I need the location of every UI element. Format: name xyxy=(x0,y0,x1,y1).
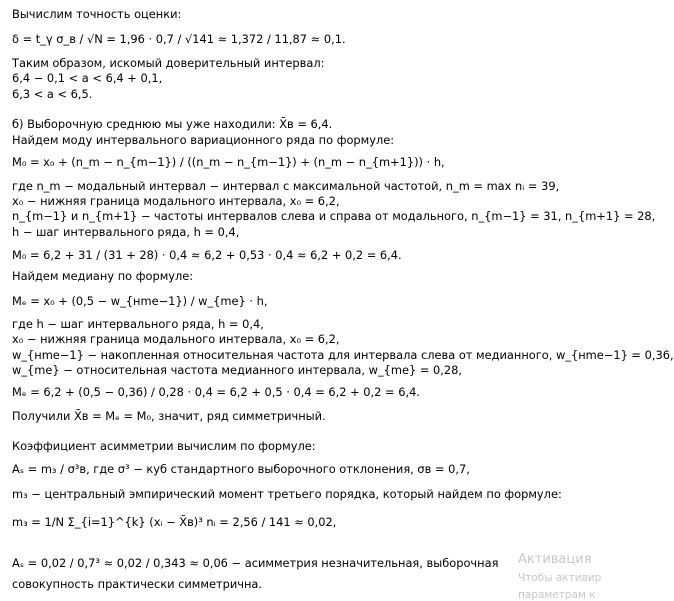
text-line: h − шаг интервального ряда, h = 0,4, xyxy=(12,225,240,239)
activation-watermark-line: параметрам к xyxy=(518,589,596,601)
text-line: Найдем моду интервального вариационного ряда по формуле: xyxy=(12,133,395,147)
text-line: m₃ = 1/N Σ_{i=1}^{k} (xᵢ − X̄в)³ nᵢ = 2,56 / 141 ≈ 0,02, xyxy=(12,515,337,529)
text-line: б) Выборочную среднюю мы уже находили: X̄в = 6,4. xyxy=(12,117,333,131)
text-line: n_{m−1} и n_{m+1} − частоты интервалов слева и справа от модального, n_{m−1} = 31, n_{m+1} = 28, xyxy=(12,209,656,223)
text-line: m₃ − центральный эмпирический момент третьего порядка, который найдем по формуле: xyxy=(12,487,562,501)
text-line: Aₛ = 0,02 / 0,7³ ≈ 0,02 / 0,343 ≈ 0,06 − асимметрия незначительная, выборочная xyxy=(12,556,499,570)
text-line: x₀ − нижняя граница модального интервала, x₀ = 6,2, xyxy=(12,332,340,346)
text-line: Найдем медиану по формуле: xyxy=(12,269,194,283)
text-line: w_{нme−1} − накопленная относительная частота для интервала слева от медианного, w_{нme−1} = 0,36, xyxy=(12,348,674,362)
text-line: δ = t_γ σ_в / √N = 1,96 · 0,7 / √141 ≈ 1,372 / 11,87 ≈ 0,1. xyxy=(12,32,346,46)
text-line: 6,4 − 0,1 < a < 6,4 + 0,1, xyxy=(12,71,163,85)
text-line: x₀ − нижняя граница модального интервала, x₀ = 6,2, xyxy=(12,194,340,208)
text-line: Получили X̄в = Mₑ = M₀, значит, ряд симметричный. xyxy=(12,409,326,423)
text-line: Aₛ = m₃ / σ³в, где σ³ − куб стандартного выборочного отклонения, σв = 0,7, xyxy=(12,462,470,476)
text-line: где n_m − модальный интервал − интервал с максимальной частотой, n_m = max nᵢ = 39, xyxy=(12,179,560,193)
text-line: где h − шаг интервального ряда, h = 0,4, xyxy=(12,317,264,331)
text-line: M₀ = x₀ + (n_m − n_{m−1}) / ((n_m − n_{m−1}) + (n_m − n_{m+1})) · h, xyxy=(12,155,445,169)
text-line: Коэффициент асимметрии вычислим по формуле: xyxy=(12,439,316,453)
text-line: Таким образом, искомый доверительный интервал: xyxy=(12,56,325,70)
text-line: совокупность практически симметрична. xyxy=(12,577,263,591)
text-line: Вычислим точность оценки: xyxy=(12,7,182,21)
text-line: Mₑ = 6,2 + (0,5 − 0,36) / 0,28 · 0,4 = 6,2 + 0,5 · 0,4 = 6,2 + 0,2 = 6,4. xyxy=(12,385,420,399)
text-line: w_{me} − относительная частота медианного интервала, w_{me} = 0,28, xyxy=(12,363,463,377)
text-line: Mₑ = x₀ + (0,5 − w_{нme−1}) / w_{me} · h, xyxy=(12,294,268,308)
text-line: 6,3 < a < 6,5. xyxy=(12,87,93,101)
activation-watermark-title: Активация xyxy=(518,552,592,567)
activation-watermark-line: Чтобы активир xyxy=(518,572,602,584)
text-line: M₀ = 6,2 + 31 / (31 + 28) · 0,4 ≈ 6,2 + 0,53 · 0,4 ≈ 6,2 + 0,2 = 6,4. xyxy=(12,248,402,262)
